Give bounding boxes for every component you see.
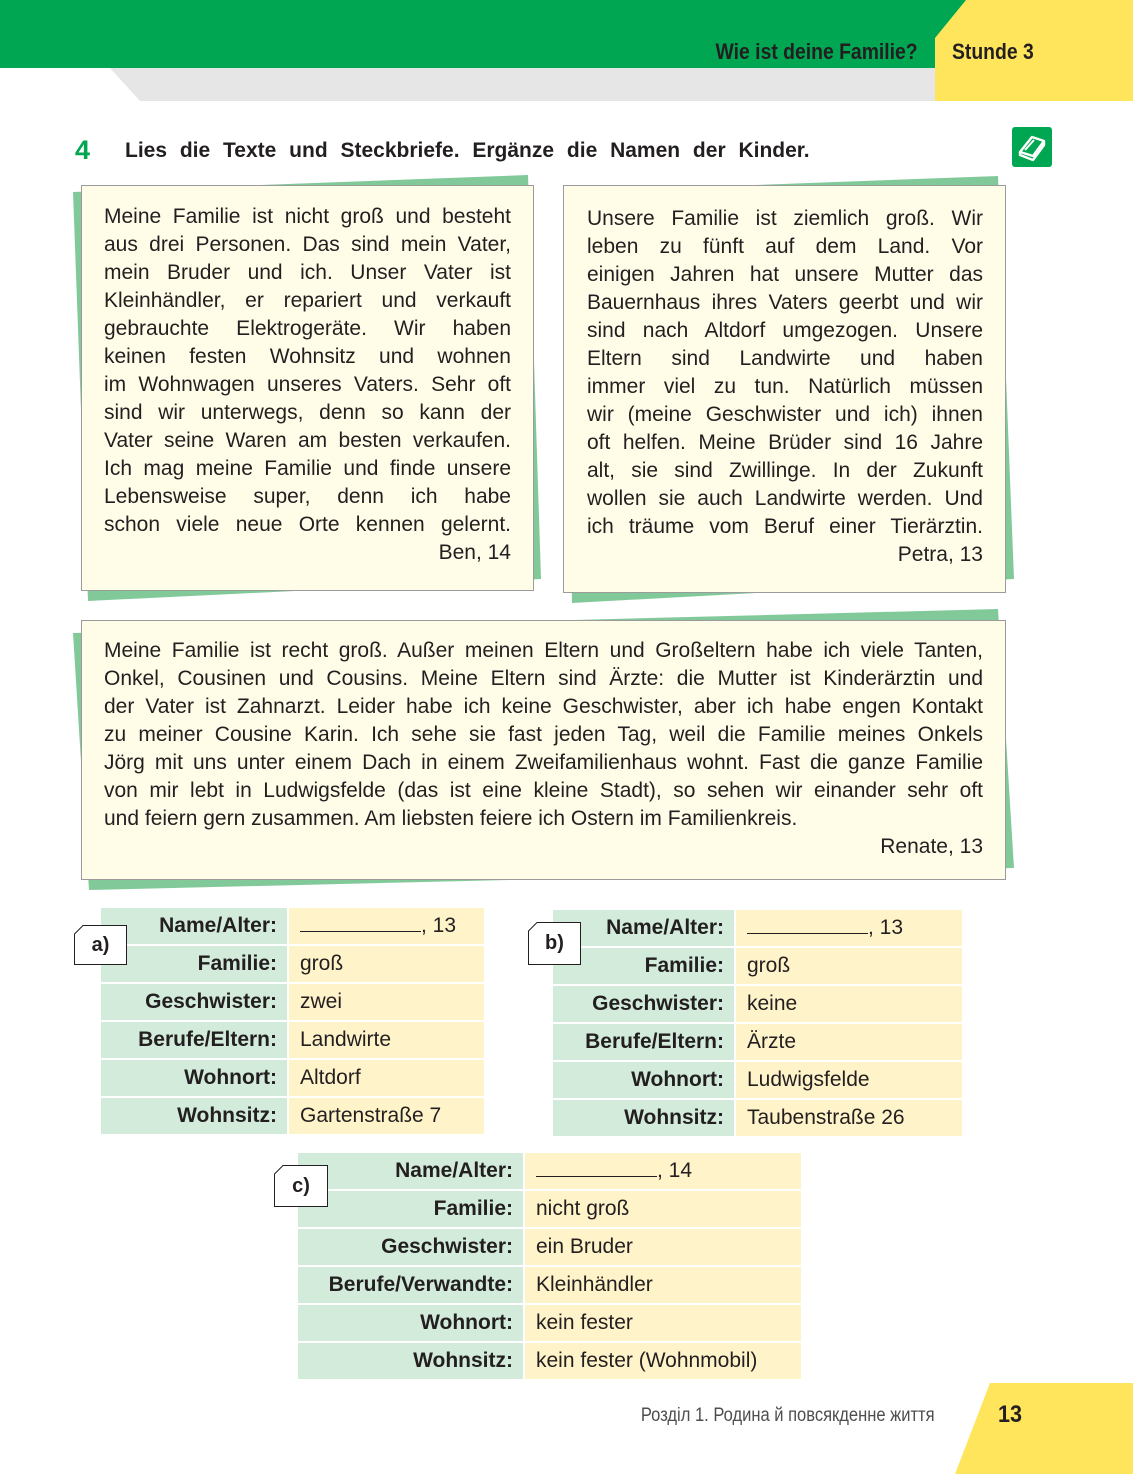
text-line: Jörg mit uns unter einem Dach in einem Zweifamilienhaus wohnt. Fast die ganze Familie [104, 751, 983, 774]
text-line: keinen festen Wohnsitz und wohnen [104, 345, 511, 368]
field-value: kein fester [525, 1305, 801, 1341]
text-line: Meine Familie ist nicht groß und besteht [104, 205, 511, 228]
field-label: Geschwister: [298, 1229, 523, 1265]
field-value: Gartenstraße 7 [289, 1098, 484, 1134]
profile-label-b [528, 922, 581, 965]
exercise-instruction: Lies die Texte und Steckbriefe. Ergänze die Namen der Kinder. [125, 139, 810, 162]
field-label: Geschwister: [101, 984, 287, 1020]
text-signature: Renate, 13 [880, 835, 983, 858]
field-value [525, 1153, 801, 1189]
field-value: Landwirte [289, 1022, 484, 1058]
footer-page-tab [955, 1383, 1133, 1474]
profile-label-text: a) [91, 933, 110, 956]
profile-label-text: c) [292, 1174, 310, 1197]
field-value: zwei [289, 984, 484, 1020]
text-line: Onkel, Cousinen und Cousins. Meine Eltern sind Ärzte: die Mutter ist Kinderärztin und [104, 667, 983, 690]
text-line: alt, sie sind Zwillinge. In der Zukunft [587, 459, 983, 482]
field-value: ein Bruder [525, 1229, 801, 1265]
field-label: Wohnsitz: [101, 1098, 287, 1134]
text-line: Lebensweise super, denn ich habe [104, 485, 511, 508]
field-label: Berufe/Eltern: [101, 1022, 287, 1058]
field-label: Name/Alter: [101, 908, 287, 944]
field-value: groß [289, 946, 484, 982]
profile-label-text: b) [545, 932, 564, 954]
field-value [289, 908, 484, 944]
field-label: Name/Alter: [298, 1153, 523, 1189]
text-line: Vater seine Waren am besten verkaufen. [104, 429, 511, 452]
text-box-renate [81, 620, 1006, 880]
name-blank-line [536, 1176, 657, 1177]
field-value: nicht groß [525, 1191, 801, 1227]
profile-table-c [298, 1153, 801, 1379]
text-box-petra [563, 185, 1006, 593]
field-label: Berufe/Verwandte: [298, 1267, 523, 1303]
text-line: leben zu fünft auf dem Land. Vor [587, 235, 983, 258]
age-value: , 14 [657, 1159, 693, 1182]
exercise-number: 4 [75, 135, 91, 165]
text-line: immer viel zu tun. Natürlich müssen [587, 375, 983, 398]
text-line: im Wohnwagen unseres Vaters. Sehr oft [104, 373, 511, 396]
page-number: 13 [998, 1401, 1023, 1428]
text-line: der Vater ist Zahnarzt. Leider habe ich keine Geschwister, aber ich habe engen Kontakt [104, 695, 983, 718]
profile-label-a [74, 925, 127, 965]
footer-section-title: Розділ 1. Родина й повсякденне життя [641, 1405, 935, 1426]
field-value [736, 910, 962, 946]
text-line: gebrauchte Elektrogeräte. Wir haben [104, 317, 511, 340]
text-line: mein Bruder und ich. Unser Vater ist [104, 261, 511, 284]
text-line: schon viele neue Orte kennen gelernt. [104, 513, 511, 536]
profile-label-c [274, 1165, 328, 1207]
field-value: Ärzte [736, 1024, 962, 1060]
text-line: wir (meine Geschwister und ich) ihnen [587, 403, 983, 426]
field-value: kein fester (Wohnmobil) [525, 1343, 801, 1379]
book-icon [1012, 127, 1052, 167]
text-line: Unsere Familie ist ziemlich groß. Wir [587, 207, 983, 230]
text-line: wollen sie auch Landwirte werden. Und [587, 487, 983, 510]
text-line: Bauernhaus ihres Vaters geerbt und wir [587, 291, 983, 314]
field-label: Familie: [298, 1191, 523, 1227]
field-label: Wohnort: [298, 1305, 523, 1341]
text-line: aus drei Personen. Das sind mein Vater, [104, 233, 511, 256]
text-line: oft helfen. Meine Brüder sind 16 Jahre [587, 431, 983, 454]
field-value: Taubenstraße 26 [736, 1100, 962, 1136]
lesson-label: Stunde 3 [952, 39, 1034, 64]
age-value: , 13 [421, 914, 457, 937]
text-line: Ich mag meine Familie und finde unsere [104, 457, 511, 480]
field-value: keine [736, 986, 962, 1022]
name-blank-line [747, 933, 868, 934]
field-label: Wohnort: [101, 1060, 287, 1096]
age-value: , 13 [868, 916, 904, 939]
name-blank-line [300, 931, 421, 932]
chapter-title: Wie ist deine Familie? [715, 39, 918, 64]
text-line: von mir lebt in Ludwigsfelde (das ist eine kleine Stadt), so sehen wir einander sehr oft [104, 779, 983, 802]
field-label: Wohnort: [553, 1062, 734, 1098]
profile-table-a [101, 908, 484, 1134]
profile-table-b [553, 910, 962, 1136]
field-value: groß [736, 948, 962, 984]
field-value: Ludwigsfelde [736, 1062, 962, 1098]
text-line: ich träume vom Beruf einer Tierärztin. [587, 515, 983, 538]
field-label: Wohnsitz: [553, 1100, 734, 1136]
text-line: Eltern sind Landwirte und haben [587, 347, 983, 370]
field-label: Familie: [101, 946, 287, 982]
text-box-ben [81, 185, 534, 591]
text-signature: Ben, 14 [438, 541, 511, 564]
text-line: und feiern gern zusammen. Am liebsten feiere ich Ostern im Familienkreis. [104, 807, 798, 830]
text-signature: Petra, 13 [897, 543, 983, 566]
text-line: sind nach Altdorf umgezogen. Unsere [587, 319, 983, 342]
field-label: Wohnsitz: [298, 1343, 523, 1379]
text-line: Kleinhändler, er repariert und verkauft [104, 289, 511, 312]
header-gray-band [110, 68, 935, 101]
field-label: Name/Alter: [553, 910, 734, 946]
field-label: Geschwister: [553, 986, 734, 1022]
text-line: zu meiner Cousine Karin. Ich sehe sie fast jeden Tag, weil die Familie meines Onkels [104, 723, 983, 746]
field-value: Kleinhändler [525, 1267, 801, 1303]
field-label: Familie: [553, 948, 734, 984]
field-value: Altdorf [289, 1060, 484, 1096]
field-label: Berufe/Eltern: [553, 1024, 734, 1060]
text-line: einigen Jahren hat unsere Mutter das [587, 263, 983, 286]
text-line: sind wir unterwegs, denn so kann der [104, 401, 511, 424]
text-line: Meine Familie ist recht groß. Außer meinen Eltern und Großeltern habe ich viele Tanten, [104, 639, 983, 662]
